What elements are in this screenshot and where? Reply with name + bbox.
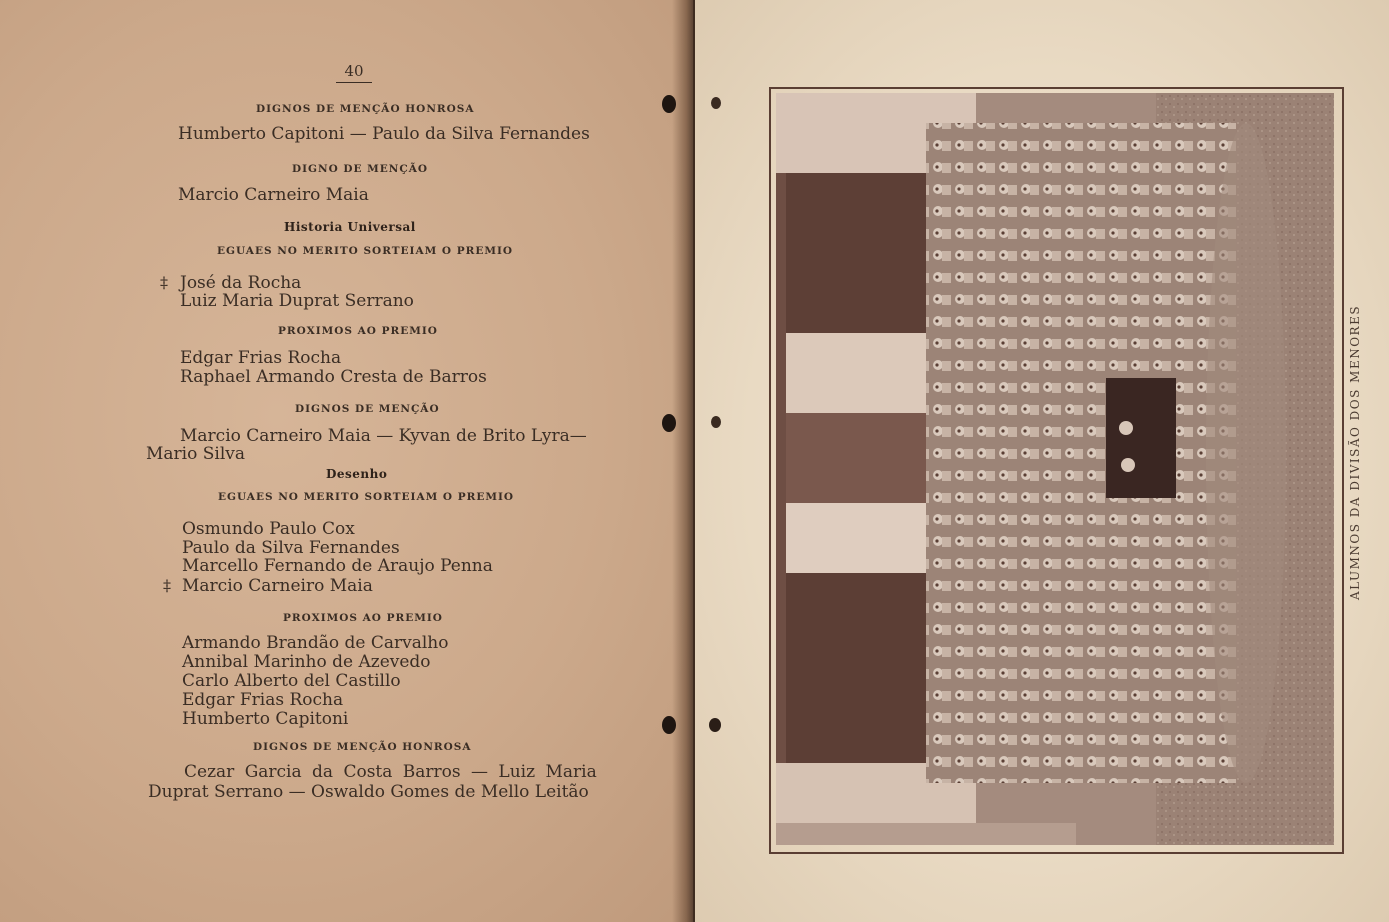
heading-next-prize: PROXIMOS AO PREMIO [283, 612, 443, 624]
name-line: Carlo Alberto del Castillo [182, 671, 401, 691]
name-line: Paulo da Silva Fernandes [182, 538, 400, 558]
group-photograph [776, 93, 1334, 845]
name-line: Osmundo Paulo Cox [182, 519, 355, 539]
name-line: Humberto Capitoni [182, 709, 349, 729]
name-line: Edgar Frias Rocha [180, 348, 342, 368]
dagger-mark: ‡ [160, 273, 168, 292]
subject-title-desenho: Desenho [326, 467, 388, 481]
photo-caption: ALUMNOS DA DIVISÃO DOS MENORES [1348, 304, 1362, 600]
name-line: Marcio Carneiro Maia [178, 185, 369, 205]
binding-hole [662, 716, 676, 734]
page-number: 40 [336, 62, 372, 83]
binding-hole [711, 416, 721, 428]
heading-mention-honour: DIGNOS DE MENÇÃO HONROSA [256, 103, 475, 115]
heading-equal-merit: EGUAES NO MERITO SORTEIAM O PREMIO [218, 491, 515, 503]
heading-equal-merit: EGUAES NO MERITO SORTEIAM O PREMIO [217, 245, 514, 257]
name-line: Cezar Garcia da Costa Barros — Luiz Maria [184, 762, 597, 782]
name-line: Humberto Capitoni — Paulo da Silva Fernandes [178, 124, 590, 144]
heading-mention-honour: DIGNOS DE MENÇÃO HONROSA [253, 741, 472, 753]
name-line: Mario Silva [146, 444, 246, 464]
group-photo-image [776, 93, 1334, 845]
binding-hole [709, 718, 721, 732]
name-line: Marcio Carneiro Maia — Kyvan de Brito Lyra— [180, 426, 587, 446]
left-page [0, 0, 693, 922]
name-line: Marcello Fernando de Araujo Penna [182, 556, 493, 576]
subject-title-historia: Historia Universal [284, 220, 416, 234]
heading-next-prize: PROXIMOS AO PREMIO [278, 325, 438, 337]
dagger-mark: ‡ [163, 576, 171, 595]
name-line: Edgar Frias Rocha [182, 690, 344, 710]
name-line: Armando Brandão de Carvalho [182, 633, 449, 653]
name-line: Luiz Maria Duprat Serrano [180, 291, 414, 311]
binding-hole [662, 95, 676, 113]
name-line: José da Rocha [180, 273, 302, 293]
binding-hole [662, 414, 676, 432]
name-line: Annibal Marinho de Azevedo [182, 652, 431, 672]
heading-mention: DIGNOS DE MENÇÃO [295, 403, 440, 415]
name-line: Raphael Armando Cresta de Barros [180, 367, 487, 387]
name-line: Duprat Serrano — Oswaldo Gomes de Mello Leitão [148, 782, 589, 802]
binding-hole [711, 97, 721, 109]
name-line: Marcio Carneiro Maia [182, 576, 373, 596]
heading-mention: DIGNO DE MENÇÃO [292, 163, 429, 175]
